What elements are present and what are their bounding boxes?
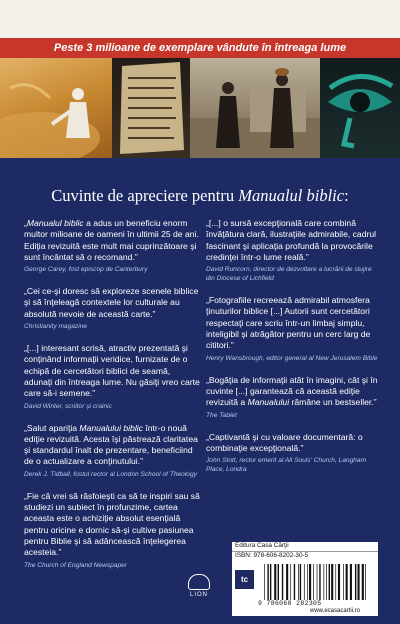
heading-suffix: :: [344, 186, 349, 205]
barcode-bar: [319, 564, 320, 600]
quote-segment: „[...] o sursă excepţională care combină învăţătura clară, ilustraţiile admirabile, cadrul fascinant şi aplicaţia profundă la provocările credinţei într-o lume reală.”: [206, 218, 377, 262]
quote-text: [206, 295, 382, 351]
barcode-bar: [324, 564, 325, 600]
barcode-bar: [294, 564, 295, 600]
quote-block: [206, 432, 382, 475]
barcode-bar: [282, 564, 283, 600]
quote-segment: „Fie că vrei să răsfoieşti ca să te inspiri sau să studiezi un subiect în profunzime, cartea aceasta este o achiziţie absolut esenţială pentru oricine e dornic să-şi cultive pasiunea pentru Biblie şi să adâncească înţelegerea acesteia.”: [24, 490, 200, 558]
publisher-name: Editura Casa Cărţii: [232, 542, 378, 552]
barcode-bar: [267, 564, 268, 600]
quote-block: [206, 375, 382, 420]
barcode: [262, 564, 370, 600]
quote-source: David Winter, scriitor şi crainic: [24, 402, 112, 410]
quote-segment: „[...] interesant scrisă, atractiv prezentată şi conţinând informaţii veridice, furnizate de o echipă de cercetători biblici de seamă, adunaţi din întreaga lume. Nu găsiţi vreo carte care să-i semene.”: [24, 343, 200, 399]
quote-source: Derek J. Tidball, fostul rector al London School of Theology: [24, 470, 197, 478]
barcode-bar: [317, 564, 318, 600]
eye-of-horus-icon: [320, 58, 400, 158]
barcode-bar: [365, 564, 366, 600]
manuscript-icon: [112, 58, 190, 158]
barcode-bar: [343, 564, 344, 600]
barcode-bar: [358, 564, 360, 600]
barcode-bar: [290, 564, 291, 600]
quote-text: [24, 286, 200, 320]
barcode-bar: [313, 564, 314, 600]
quote-text: [24, 491, 200, 559]
top-margin: [0, 0, 400, 38]
photo-strip: [0, 58, 400, 158]
barcode-bar: [298, 564, 299, 600]
quote-book-title: Manualului: [247, 397, 290, 408]
quote-segment: „Cei ce-şi doresc să exploreze scenele biblice şi să înţeleagă contextele lor culturale au absolută nevoie de această carte.”: [24, 286, 199, 319]
quote-segment: „Bogăţia de informaţii atât în imagini, cât şi în cuvinte [...] garantează că această ediţie revizuită a: [206, 374, 378, 408]
barcode-box: [232, 560, 378, 616]
quote-block: [24, 218, 200, 274]
harvest-figure-icon: [0, 58, 112, 158]
banner-text: Peste 3 milioane de exemplare vândute în întreaga lume: [53, 42, 347, 54]
quote-text: [24, 343, 200, 399]
barcode-bar: [331, 564, 333, 600]
barcode-bar: [338, 564, 340, 600]
village-women-icon: [190, 58, 320, 158]
barcode-bar: [274, 564, 276, 600]
barcode-bar: [355, 564, 356, 600]
heading-book-title: Manualul biblic: [238, 186, 345, 205]
quotes-right-column: [206, 218, 382, 486]
barcode-bar: [329, 564, 330, 600]
barcode-bar: [335, 564, 336, 600]
barcode-bar: [304, 564, 305, 600]
barcode-bar: [264, 564, 265, 600]
quotes-left-column: [24, 218, 200, 582]
heading-prefix: Cuvinte de apreciere pentru: [51, 186, 239, 205]
barcode-bar: [286, 564, 288, 600]
manuscript-photo: [112, 58, 190, 158]
quote-book-title: Manualului biblic: [79, 422, 143, 433]
isbn-label: ISBN: 978-606-8202-30-5: [232, 552, 378, 562]
page-heading: [0, 186, 400, 206]
egyptian-eye-photo: [320, 58, 400, 158]
quote-text: [206, 218, 382, 263]
quote-text: [24, 218, 200, 263]
barcode-bar: [278, 564, 279, 600]
barcode-bar: [309, 564, 311, 600]
quote-source: Henry Wansbrough, editor general al New Jerusalem Bible: [206, 354, 378, 362]
quote-segment: „Fotografiile recreează admirabil atmosfera ţinuturilor biblice [...] Autorii sunt cercetători respectaţi care scriu într-un limbaj simplu, inteligibil şi atrăgător pentru un cerc larg de cititori.”: [206, 295, 371, 351]
barcode-bar: [307, 564, 308, 600]
quote-text: [206, 432, 382, 455]
quote-source: The Tablet: [206, 411, 237, 419]
quote-text: [206, 375, 382, 409]
barcode-bar: [362, 564, 364, 600]
quote-segment: „Captivantă şi cu valoare documentară: o combinaţie excepţională.”: [206, 431, 363, 453]
lion-label: LION: [189, 592, 208, 598]
quote-segment: „: [24, 218, 27, 228]
quote-text: [24, 423, 200, 468]
quote-block: [24, 343, 200, 410]
tc-logo-icon: tc: [235, 570, 254, 589]
quote-segment: rămâne un bestseller.”: [289, 397, 377, 408]
quote-block: [206, 295, 382, 362]
lion-icon: [188, 574, 210, 590]
quote-source: David Runcorn, director de dezvoltare a lucrării de slujire din Diocese of Lichfield: [206, 266, 372, 283]
quote-segment: a adus un beneficiu enorm multor milioane de oameni în ultimii 25 de ani. Ediţia revizuită este mult mai cuprinzătoare şi sunt încântat să o recomand.”: [24, 218, 199, 262]
quote-source: The Church of England Newspaper: [24, 561, 127, 569]
quote-block: [24, 423, 200, 479]
quote-source: Christianity magazine: [24, 323, 88, 331]
barcode-bar: [350, 564, 352, 600]
quote-block: [206, 218, 382, 283]
quote-segment: „Salut apariţia: [24, 422, 80, 433]
village-women-photo: [190, 58, 320, 158]
quote-source: George Carey, fost episcop de Canterbury: [24, 266, 148, 274]
barcode-bar: [326, 564, 327, 600]
quote-block: [24, 286, 200, 331]
barcode-number: 9 786068 282305: [258, 600, 322, 607]
quote-source: John Stott, rector emerit al All Souls' Church, Langham Place, Londra: [206, 457, 367, 474]
quote-segment: într-o nouă ediţie revizuită. Acesta îşi păstrează claritatea şi standardul înalt de prezentare, beneficiind de o actualizare a conţinutului.”: [24, 422, 198, 467]
lion-logo: [186, 574, 212, 598]
publisher-website: www.ecasacartii.ro: [310, 608, 361, 614]
sales-banner: [0, 38, 400, 58]
barcode-bar: [346, 564, 348, 600]
barcode-bar: [300, 564, 301, 600]
quote-book-title: Manualul biblic: [26, 218, 84, 228]
quote-block: [24, 491, 200, 570]
harvest-photo: [0, 58, 112, 158]
barcode-bar: [270, 564, 271, 600]
